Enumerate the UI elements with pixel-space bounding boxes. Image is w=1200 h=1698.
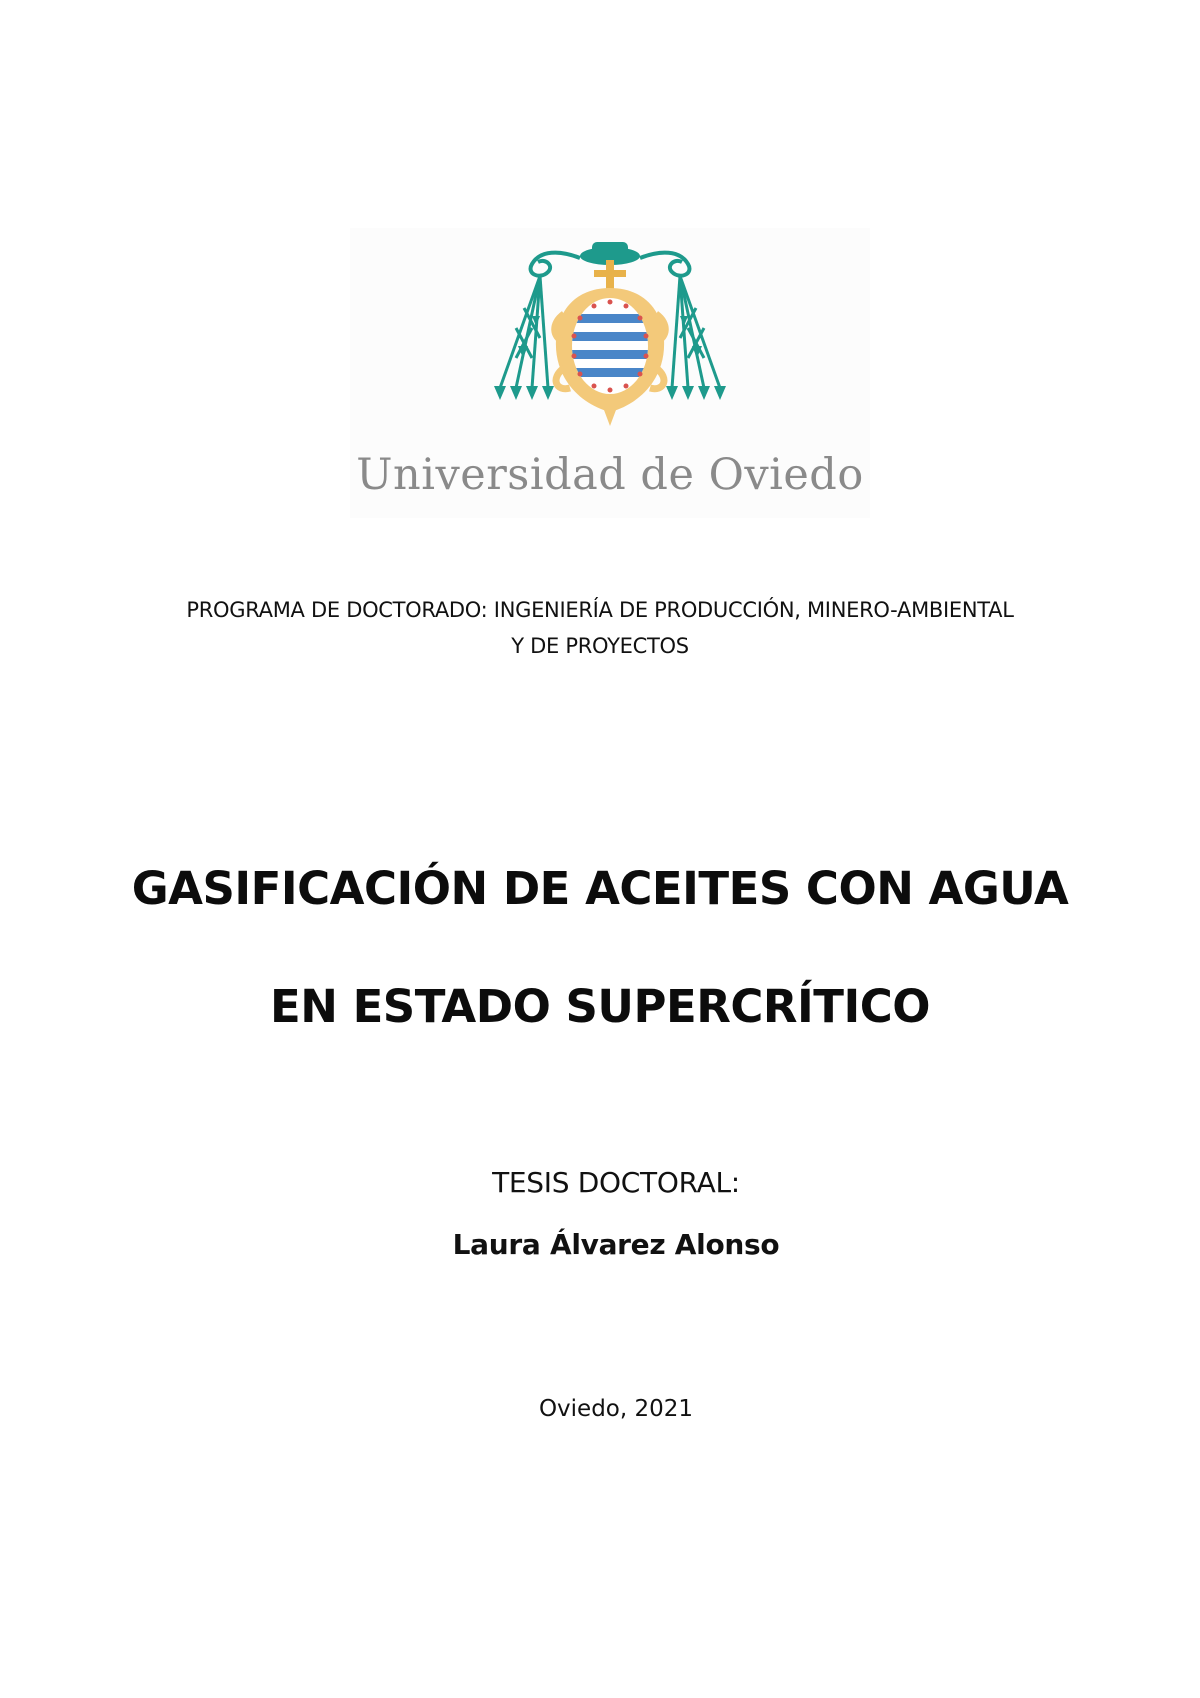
university-crest-icon: [480, 228, 740, 438]
place-and-date: Oviedo, 2021: [538, 1396, 694, 1422]
doctoral-program: [100, 592, 1100, 664]
author-name: Laura Álvarez Alonso: [452, 1228, 780, 1261]
thesis-title: [60, 830, 1140, 1066]
university-logo: [350, 228, 870, 518]
university-name: Universidad de Oviedo: [356, 450, 864, 500]
program-line-1: PROGRAMA DE DOCTORADO: INGENIERÍA DE PRODUCCIÓN, MINERO-AMBIENTAL: [186, 598, 1014, 622]
title-line-1: GASIFICACIÓN DE ACEITES CON AGUA: [131, 862, 1069, 915]
title-line-2: EN ESTADO SUPERCRÍTICO: [270, 980, 930, 1033]
program-line-2: Y DE PROYECTOS: [511, 634, 689, 658]
thesis-type-label: TESIS DOCTORAL:: [492, 1166, 740, 1199]
